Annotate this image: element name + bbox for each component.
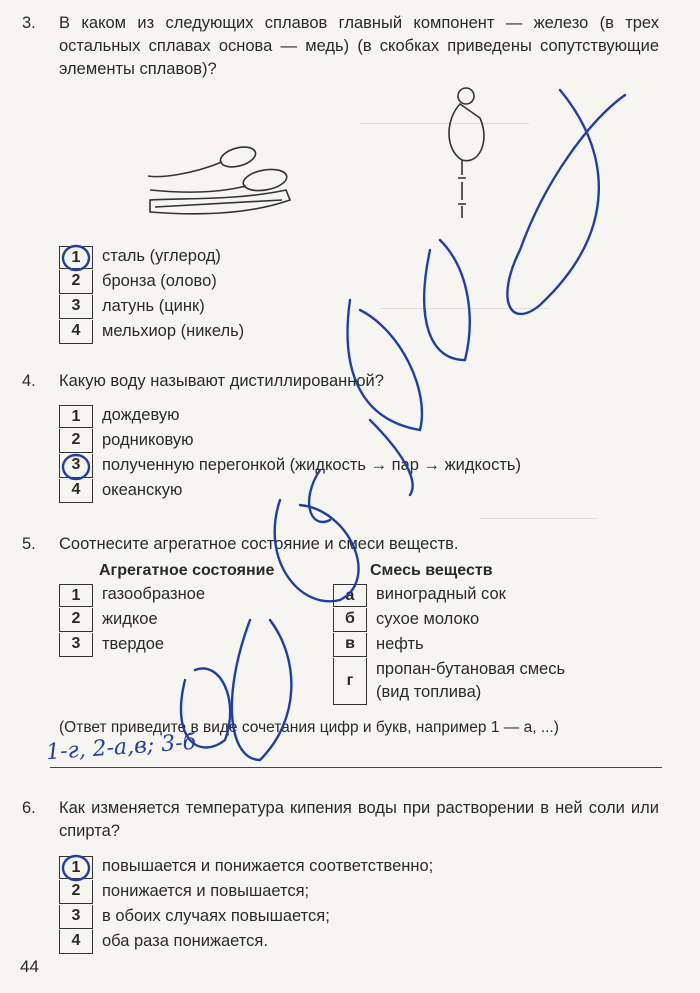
- answer-line: [50, 767, 662, 768]
- option-label-continued: (вид топлива): [376, 683, 482, 701]
- option-number-box[interactable]: 1: [59, 405, 93, 428]
- option-number-box[interactable]: 4: [59, 479, 93, 503]
- ink-scribble: [309, 470, 330, 522]
- option-label: бронза (олово): [102, 272, 217, 290]
- option-label: виноградный сок: [376, 585, 506, 603]
- option-number-box[interactable]: 1: [59, 584, 93, 607]
- question-text: Соотнесите агрегатное состояние и смеси веществ.: [59, 535, 459, 553]
- option-number-box[interactable]: 2: [59, 270, 93, 294]
- option-label: понижается и повышается;: [102, 882, 310, 900]
- option-label: сталь (углерод): [102, 247, 221, 265]
- option-number-box[interactable]: 1: [59, 856, 93, 879]
- option-number-box[interactable]: 3: [59, 295, 93, 319]
- option-label: пропан-бутановая смесь: [376, 660, 566, 678]
- question-number: 6.: [22, 799, 36, 817]
- option-number-box[interactable]: 3: [59, 454, 93, 478]
- option-label: повышается и понижается соответственно;: [102, 857, 434, 875]
- question-text: Как изменяется температура кипения воды при растворении в ней соли или спирта?: [59, 799, 659, 840]
- bleed-through-texture: —————————: [480, 510, 597, 525]
- question-6: [22, 797, 662, 845]
- option-label: сухое молоко: [376, 610, 480, 628]
- option-label: мельхиор (никель): [102, 322, 245, 340]
- handwritten-answer: 1-г, 2-а,в; 3-б: [45, 729, 197, 766]
- bleed-through-texture: —————————————: [360, 115, 529, 130]
- option-label: оба раза понижается.: [102, 932, 268, 950]
- answer-format-note: (Ответ приведите в виде сочетания цифр и букв, например 1 — а, ...): [59, 719, 559, 736]
- option-letter-box[interactable]: а: [333, 584, 367, 607]
- option-letter-box[interactable]: г: [333, 658, 367, 705]
- question-4: [22, 370, 662, 394]
- option-number-box[interactable]: 2: [59, 880, 93, 904]
- question-number: 4.: [22, 372, 36, 390]
- page-number: 44: [20, 957, 39, 976]
- option-label: родниковую: [102, 431, 194, 449]
- option-letter-box[interactable]: б: [333, 608, 367, 632]
- option-label: латунь (цинк): [102, 297, 205, 315]
- question-number: 5.: [22, 535, 36, 553]
- option-letter-box[interactable]: в: [333, 633, 367, 657]
- option-label: полученную перегонкой (жидкость → пар → жидкость): [102, 456, 521, 474]
- option-label: в обоих случаях повышается;: [102, 907, 330, 925]
- option-number-box[interactable]: 4: [59, 320, 93, 344]
- option-number-box[interactable]: 2: [59, 429, 93, 453]
- option-label: твердое: [102, 635, 165, 653]
- option-number-box[interactable]: 2: [59, 608, 93, 632]
- option-label: жидкое: [102, 610, 158, 628]
- question-3: [22, 12, 662, 78]
- question-number: 3.: [22, 14, 36, 32]
- question-5: [22, 533, 662, 557]
- option-number-box[interactable]: 1: [59, 246, 93, 269]
- column-header-mixture: Смесь веществ: [370, 562, 493, 579]
- question-text: В каком из следующих сплавов главный компонент — железо (в трех остальных сплавах основа — медь) (в скобках приведены сопутствующие элементы сплавов)?: [59, 14, 659, 78]
- ink-scribble: [232, 620, 291, 760]
- option-number-box[interactable]: 3: [59, 905, 93, 929]
- option-number-box[interactable]: 3: [59, 633, 93, 657]
- column-header-state: Агрегатное состояние: [99, 562, 275, 579]
- option-label: газообразное: [102, 585, 206, 603]
- option-label: дождевую: [102, 406, 180, 424]
- option-label: океанскую: [102, 481, 183, 499]
- question-text: Какую воду называют дистиллированной?: [59, 372, 384, 390]
- ink-scribble: [348, 300, 422, 430]
- bleed-through-texture: —————————————: [380, 300, 549, 315]
- option-number-box[interactable]: 4: [59, 930, 93, 954]
- option-label: нефть: [376, 635, 424, 653]
